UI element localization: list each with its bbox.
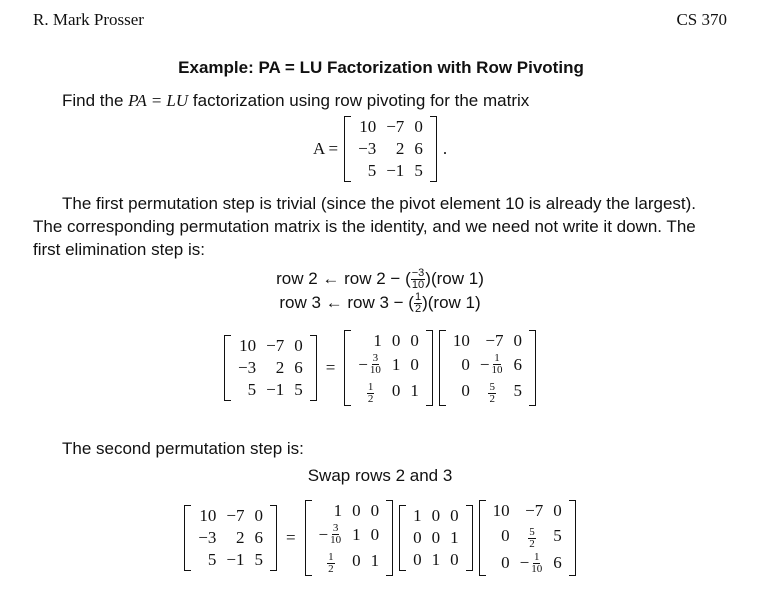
step-1-matrix-u-right-bracket bbox=[529, 330, 536, 406]
step-2-matrix-l-left-bracket bbox=[305, 500, 312, 576]
step-1-equals: = bbox=[325, 357, 336, 377]
matrix-cell: 0 bbox=[461, 354, 470, 374]
matrix-row bbox=[233, 335, 308, 357]
intro-expr: PA = LU bbox=[128, 91, 189, 110]
matrix-cell: 0 bbox=[410, 331, 419, 350]
matrix-cell bbox=[515, 522, 549, 551]
header-author: R. Mark Prosser bbox=[33, 10, 144, 29]
fraction-denominator: 2 bbox=[328, 562, 334, 575]
matrix-cell: −7 bbox=[485, 331, 504, 350]
step-2-matrix-p-right-bracket bbox=[466, 505, 473, 571]
matrix-row bbox=[353, 138, 428, 160]
step-1-matrix-a-right-bracket bbox=[310, 335, 317, 401]
matrix-row bbox=[448, 330, 527, 352]
matrix-cell: 1 bbox=[431, 549, 441, 569]
step-2-matrix-p-left-bracket bbox=[399, 505, 406, 571]
matrix-a-left-bracket bbox=[344, 116, 351, 182]
step-2-matrix-l-entries bbox=[314, 500, 385, 576]
matrix-cell: −3 bbox=[198, 527, 217, 547]
matrix-cell: 10 bbox=[492, 501, 510, 520]
matrix-row bbox=[353, 116, 428, 138]
row-op-1-lhs: row 2 ← row 2 − ( bbox=[276, 269, 411, 288]
step-2-matrix-l bbox=[305, 500, 394, 576]
matrix-cell: 0 bbox=[254, 505, 263, 525]
fraction bbox=[369, 353, 382, 376]
step-2-equation bbox=[0, 500, 760, 576]
matrix-row bbox=[488, 551, 567, 576]
fraction bbox=[488, 382, 496, 405]
matrix-a-period: . bbox=[442, 139, 448, 158]
step-2-matrix-p bbox=[399, 505, 473, 571]
matrix-cell: 2 bbox=[395, 139, 405, 158]
fraction-denominator: 10 bbox=[369, 364, 381, 376]
matrix-cell: 6 bbox=[254, 527, 263, 547]
matrix-cell: 5 bbox=[294, 379, 303, 399]
matrix-cell: 0 bbox=[450, 505, 459, 525]
matrix-cell: 10 bbox=[452, 331, 470, 350]
step-1-matrix-a bbox=[224, 335, 317, 401]
matrix-cell: 5 bbox=[513, 381, 522, 401]
matrix-row bbox=[448, 352, 527, 377]
paragraph-2: The second permutation step is: bbox=[62, 439, 304, 458]
fraction-denominator: 10 bbox=[531, 562, 543, 575]
header-course: CS 370 bbox=[676, 10, 727, 29]
matrix-cell: 0 bbox=[501, 526, 510, 546]
matrix-row bbox=[193, 549, 268, 571]
matrix-cell: 0 bbox=[391, 331, 401, 350]
matrix-cell bbox=[353, 377, 387, 406]
fraction-sign: − bbox=[519, 553, 530, 572]
row-op-1-den: 10 bbox=[411, 279, 425, 292]
matrix-cell: 1 bbox=[450, 527, 459, 547]
matrix-cell: 0 bbox=[370, 501, 380, 520]
step-1-matrix-l-right-bracket bbox=[426, 330, 433, 406]
matrix-cell: 1 bbox=[413, 505, 422, 525]
matrix-cell bbox=[515, 551, 549, 576]
row-op-1 bbox=[0, 267, 760, 291]
matrix-cell: 5 bbox=[254, 549, 263, 569]
fraction-numerator: 5 bbox=[529, 525, 535, 538]
matrix-row bbox=[488, 500, 567, 522]
fraction-denominator: 10 bbox=[330, 534, 342, 546]
matrix-row bbox=[314, 547, 385, 576]
fraction-numerator: 3 bbox=[332, 522, 339, 534]
fraction bbox=[530, 552, 543, 575]
step-2-matrix-a-left-bracket bbox=[184, 505, 191, 571]
matrix-row bbox=[314, 522, 385, 547]
matrix-cell: 0 bbox=[553, 501, 562, 520]
fraction-sign: − bbox=[318, 524, 329, 544]
matrix-cell: −1 bbox=[226, 549, 245, 569]
matrix-cell bbox=[314, 522, 348, 547]
step-1-matrix-a-left-bracket bbox=[224, 335, 231, 401]
matrix-cell: 2 bbox=[235, 527, 245, 547]
step-2-matrix-u-entries bbox=[488, 500, 567, 576]
matrix-a-entries bbox=[353, 116, 428, 182]
matrix-cell bbox=[475, 352, 509, 377]
row-operations bbox=[0, 267, 760, 315]
intro-line bbox=[62, 89, 529, 112]
matrix-cell: 5 bbox=[207, 549, 217, 569]
matrix-cell: 5 bbox=[414, 161, 423, 180]
matrix-row bbox=[233, 379, 308, 401]
step-1-matrix-l bbox=[344, 330, 433, 406]
matrix-cell: 0 bbox=[513, 331, 522, 350]
matrix-a-right-bracket bbox=[430, 116, 437, 182]
matrix-cell: −7 bbox=[266, 335, 285, 355]
fraction-denominator: 2 bbox=[367, 392, 374, 405]
matrix-row bbox=[193, 527, 268, 549]
step-1-matrix-u-entries bbox=[448, 330, 527, 406]
matrix-cell: 1 bbox=[410, 381, 419, 401]
step-2-matrix-a-right-bracket bbox=[270, 505, 277, 571]
fraction bbox=[329, 523, 342, 546]
matrix-cell: −3 bbox=[358, 139, 377, 158]
paragraph-1-line-2: The corresponding permutation matrix is the identity, and we need not write it down. The bbox=[33, 217, 696, 236]
step-1-matrix-l-left-bracket bbox=[344, 330, 351, 406]
matrix-cell: 5 bbox=[247, 379, 257, 399]
fraction bbox=[528, 527, 536, 550]
fraction-numerator: 5 bbox=[489, 380, 495, 393]
row-op-2 bbox=[0, 291, 760, 315]
matrix-a-block bbox=[0, 116, 760, 182]
matrix-row bbox=[408, 527, 464, 549]
row-op-1-num: −3 bbox=[411, 267, 425, 280]
matrix-cell bbox=[353, 352, 387, 377]
matrix-cell: 10 bbox=[199, 505, 217, 525]
step-1-matrix-l-entries bbox=[353, 330, 424, 406]
matrix-cell: −7 bbox=[525, 501, 544, 520]
step-1-matrix-u-left-bracket bbox=[439, 330, 446, 406]
fraction bbox=[327, 552, 335, 575]
matrix-row bbox=[448, 377, 527, 406]
matrix-cell: −1 bbox=[266, 379, 285, 399]
matrix-cell: 1 bbox=[373, 331, 382, 350]
matrix-cell bbox=[314, 547, 348, 576]
matrix-cell: 1 bbox=[370, 551, 380, 571]
matrix-cell: 1 bbox=[333, 501, 343, 520]
fraction-numerator: 1 bbox=[494, 352, 500, 364]
matrix-cell: 10 bbox=[239, 335, 257, 355]
swap-label: Swap rows 2 and 3 bbox=[307, 466, 453, 485]
fraction-numerator: 1 bbox=[367, 380, 374, 393]
step-2-matrix-u-left-bracket bbox=[479, 500, 486, 576]
paragraph-1-line-1: The first permutation step is trivial (since the pivot element 10 is already the largest). bbox=[62, 194, 697, 213]
fraction bbox=[367, 382, 375, 405]
row-op-2-rhs: )(row 1) bbox=[422, 293, 481, 313]
page-title: Example: PA = LU Factorization with Row Pivoting bbox=[178, 58, 584, 77]
fraction-numerator: 1 bbox=[533, 550, 540, 563]
matrix-row bbox=[233, 357, 308, 379]
matrix-cell: 5 bbox=[553, 526, 562, 546]
matrix-cell: 0 bbox=[501, 553, 510, 572]
matrix-cell: 0 bbox=[414, 117, 423, 136]
matrix-a-label: A = bbox=[312, 139, 339, 158]
matrix-cell: 6 bbox=[553, 553, 562, 572]
matrix-cell: 6 bbox=[294, 357, 303, 377]
matrix-cell: 10 bbox=[359, 117, 377, 136]
matrix-cell: −1 bbox=[386, 161, 405, 180]
fraction-denominator: 2 bbox=[529, 537, 535, 550]
fraction-denominator: 2 bbox=[489, 392, 495, 405]
matrix-cell: 0 bbox=[352, 501, 361, 520]
matrix-row bbox=[488, 522, 567, 551]
matrix-cell: 0 bbox=[450, 549, 459, 569]
matrix-cell: 0 bbox=[352, 551, 361, 571]
matrix-row bbox=[408, 505, 464, 527]
intro-text: Find the bbox=[62, 91, 124, 110]
fraction-numerator: 3 bbox=[372, 352, 379, 364]
matrix-cell: 1 bbox=[391, 354, 401, 374]
matrix-a bbox=[344, 116, 437, 182]
matrix-cell: 0 bbox=[431, 527, 441, 547]
matrix-cell: −3 bbox=[238, 357, 257, 377]
step-1-matrix-u bbox=[439, 330, 536, 406]
matrix-cell: 6 bbox=[513, 354, 522, 374]
matrix-row bbox=[314, 500, 385, 522]
matrix-cell: 0 bbox=[410, 354, 419, 374]
fraction-denominator: 10 bbox=[491, 364, 503, 376]
matrix-row bbox=[353, 352, 424, 377]
fraction-sign: − bbox=[479, 354, 490, 374]
matrix-cell bbox=[475, 377, 509, 406]
matrix-cell: 6 bbox=[414, 139, 423, 158]
step-2-matrix-l-right-bracket bbox=[386, 500, 393, 576]
step-1-equation bbox=[0, 330, 760, 406]
matrix-row bbox=[408, 549, 464, 571]
row-op-2-num: 1 bbox=[414, 291, 422, 304]
step-2-equals: = bbox=[285, 527, 296, 547]
step-2-matrix-p-entries bbox=[408, 505, 464, 571]
step-1-matrix-a-entries bbox=[233, 335, 308, 401]
paragraph-1-line-3: first elimination step is: bbox=[33, 240, 205, 259]
row-op-2-den: 2 bbox=[414, 303, 422, 316]
row-op-2-lhs: row 3 ← row 3 − ( bbox=[279, 293, 414, 313]
matrix-cell: 0 bbox=[413, 527, 422, 547]
matrix-row bbox=[193, 505, 268, 527]
step-2-matrix-u bbox=[479, 500, 576, 576]
fraction-sign: − bbox=[358, 354, 368, 374]
matrix-cell: 0 bbox=[294, 335, 303, 355]
matrix-row bbox=[353, 330, 424, 352]
fraction-numerator: 1 bbox=[328, 550, 334, 563]
matrix-cell: 2 bbox=[275, 357, 285, 377]
matrix-cell: 0 bbox=[431, 505, 441, 525]
matrix-cell: 0 bbox=[391, 381, 401, 401]
matrix-cell: 0 bbox=[370, 524, 380, 544]
matrix-cell: 5 bbox=[367, 161, 377, 180]
matrix-row bbox=[353, 160, 428, 182]
paragraph-1 bbox=[33, 192, 763, 261]
matrix-cell: −7 bbox=[226, 505, 245, 525]
step-2-matrix-u-right-bracket bbox=[569, 500, 576, 576]
intro-text-2: factorization using row pivoting for the matrix bbox=[192, 91, 530, 110]
matrix-cell: 0 bbox=[461, 381, 470, 401]
row-op-1-rhs: )(row 1) bbox=[425, 269, 484, 288]
step-2-matrix-a-entries bbox=[193, 505, 268, 571]
step-2-matrix-a bbox=[184, 505, 277, 571]
matrix-cell: 1 bbox=[352, 524, 361, 544]
matrix-cell: 0 bbox=[413, 549, 422, 569]
matrix-cell: −7 bbox=[386, 117, 405, 136]
fraction bbox=[490, 353, 503, 376]
matrix-row bbox=[353, 377, 424, 406]
